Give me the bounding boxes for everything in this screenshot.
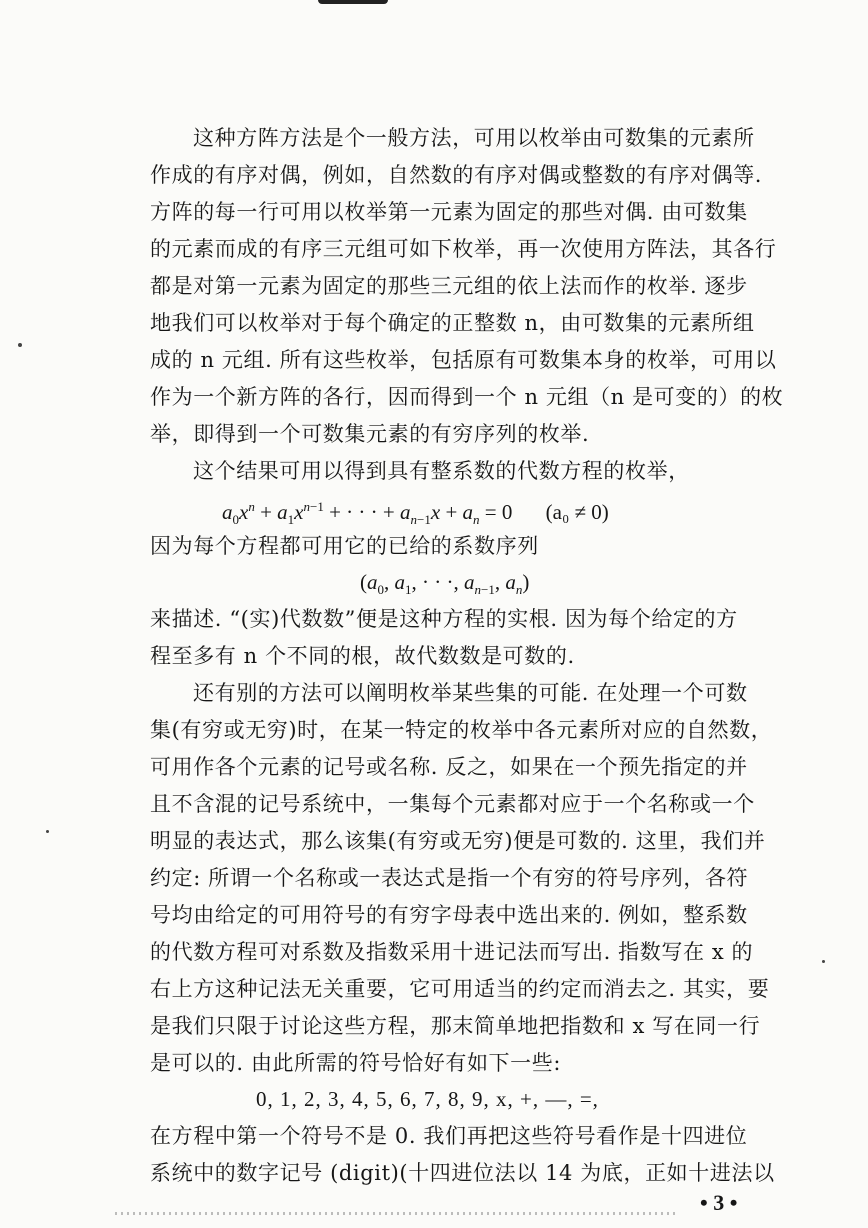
text-line: 是我们只限于讨论这些方程，那末简单地把指数和 x 写在同一行 <box>150 1014 761 1038</box>
text-line: 的代数方程可对系数及指数采用十进记法而写出. 指数写在 x 的 <box>150 940 754 964</box>
text-line: 地我们可以枚举对于每个确定的正整数 n，由可数集的元素所组 <box>150 311 755 335</box>
text-line: 约定: 所谓一个名称或一表达式是指一个有穷的符号序列，各符 <box>150 866 749 890</box>
text-line: 成的 n 元组. 所有这些枚举，包括原有可数集本身的枚举，可用以 <box>150 348 777 372</box>
scan-speck <box>46 830 49 833</box>
text-line: 的元素而成的有序三元组可如下枚举，再一次使用方阵法，其各行 <box>150 237 777 261</box>
text-line: 因为每个方程都可用它的已给的系数序列 <box>150 534 539 558</box>
scan-mark <box>318 0 388 4</box>
text-line: 明显的表达式，那么该集(有穷或无穷)便是可数的. 这里，我们并 <box>150 829 766 853</box>
text-line: 程至多有 n 个不同的根，故代数数是可数的. <box>150 644 575 668</box>
text-line: 都是对第一元素为固定的那些三元组的依上法而作的枚举. 逐步 <box>150 274 748 298</box>
text-line: 这种方阵方法是个一般方法，可用以枚举由可数集的元素所 <box>193 126 755 150</box>
text-line: 右上方这种记法无关重要，它可用适当的约定而消去之. 其实，要 <box>150 977 770 1001</box>
text-line: 作成的有序对偶，例如，自然数的有序对偶或整数的有序对偶等. <box>150 163 763 187</box>
page-number: • 3 • <box>700 1190 738 1215</box>
coefficient-sequence: ($a_0$, $a_1$, · · ·, $a_{n-1}$, $a_n$) <box>360 570 530 598</box>
scan-speck <box>822 960 825 963</box>
symbol-list: 0, 1, 2, 3, 4, 5, 6, 7, 8, 9, x, +, —, =, <box>256 1087 599 1111</box>
text-line: 来描述. “(实)代数数”便是这种方程的实根. 因为每个给定的方 <box>150 607 738 631</box>
text-line: 在方程中第一个符号不是 0. 我们再把这些符号看作是十四进位 <box>150 1124 748 1148</box>
text-line: 号均由给定的可用符号的有穷字母表中选出来的. 例如，整系数 <box>150 903 748 927</box>
scan-dots <box>115 1212 675 1215</box>
text-line: 可用作各个元素的记号或名称. 反之，如果在一个预先指定的并 <box>150 755 748 779</box>
text-line: 举，即得到一个可数集元素的有穷序列的枚举. <box>150 422 590 446</box>
text-line: 还有别的方法可以阐明枚举某些集的可能. 在处理一个可数 <box>193 681 748 705</box>
scan-speck <box>18 343 22 347</box>
text-line: 集(有穷或无穷)时，在某一特定的枚举中各元素所对应的自然数， <box>150 718 773 742</box>
polynomial-equation: $a_0x^n + a_1x^{n-1}$ + · · · + $a_{n-1}x + a_n = 0$ (a₀ ≠ 0) <box>222 499 609 528</box>
text-line: 作为一个新方阵的各行，因而得到一个 n 元组（n 是可变的）的枚 <box>150 385 784 409</box>
text-line: 这个结果可用以得到具有整系数的代数方程的枚举， <box>193 459 690 483</box>
text-line: 且不含混的记号系统中，一集每个元素都对应于一个名称或一个 <box>150 792 755 816</box>
text-line: 是可以的. 由此所需的符号恰好有如下一些: <box>150 1051 562 1075</box>
equation-condition: (a₀ ≠ 0) <box>545 500 609 524</box>
text-line: 系统中的数字记号 (digit)(十四进位法以 14 为底，正如十进法以 <box>150 1161 775 1185</box>
text-line: 方阵的每一行可用以枚举第一元素为固定的那些对偶. 由可数集 <box>150 200 748 224</box>
